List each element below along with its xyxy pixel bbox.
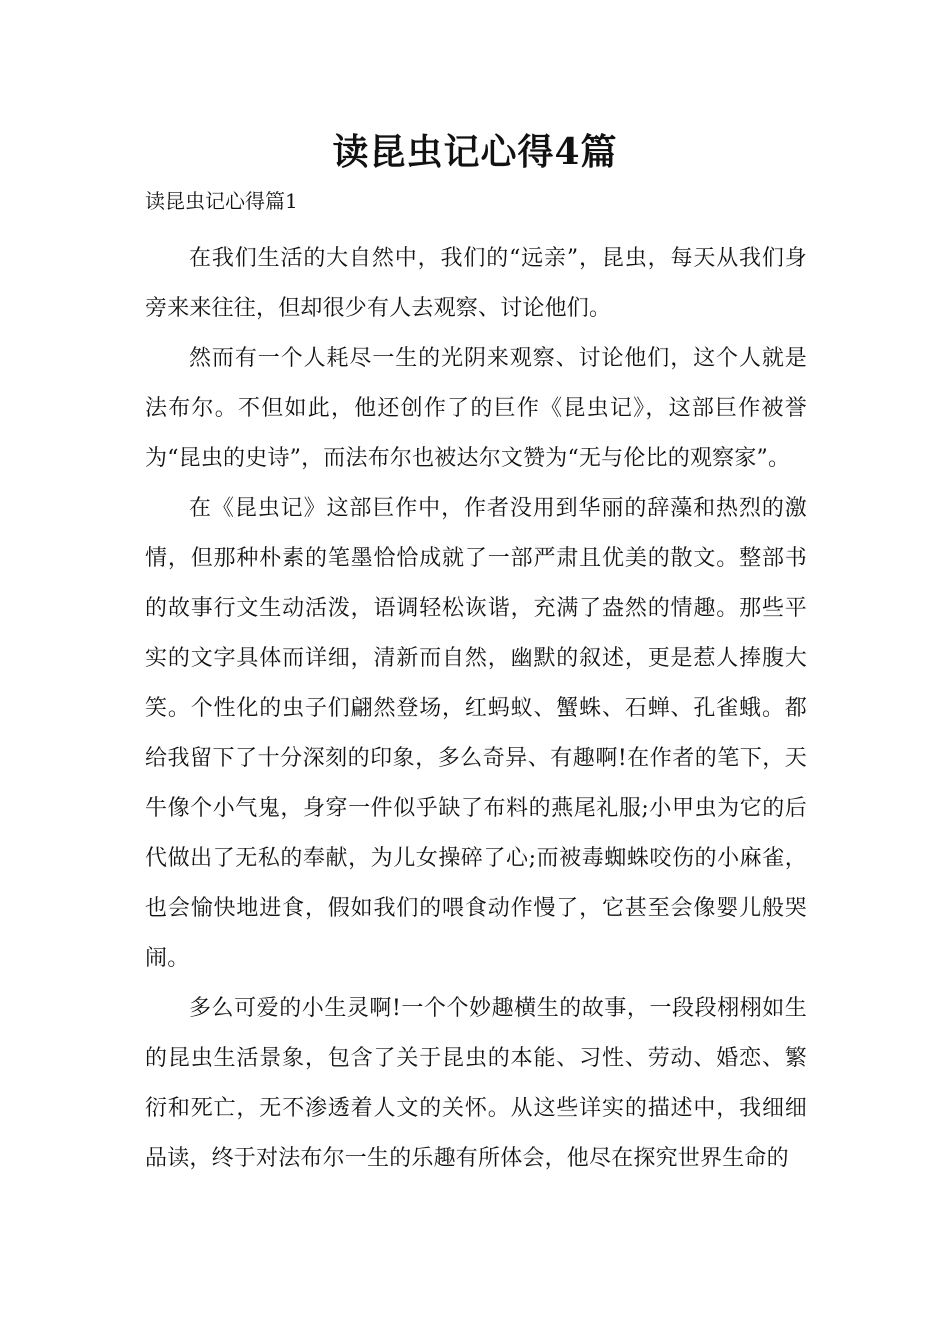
document-title: 读昆虫记心得4篇 — [332, 131, 618, 173]
paragraph-3: 在《昆虫记》这部巨作中，作者没用到华丽的辞藻和热烈的激情，但那种朴素的笔墨恰恰成就了一部严肃且优美的散文。整部书的故事行文生动活泼，语调轻松诙谐，充满了盎然的情趣。那些平实的文字具体而详细，清新而自然，幽默的叙述，更是惹人捧腹大笑。个性化的虫子们翩然登场，红蚂蚁、蟹蛛、石蝉、孔雀蛾。都给我留下了十分深刻的印象，多么奇异、有趣啊!在作者的笔下，天牛像个小气鬼，身穿一件似乎缺了布料的燕尾礼服;小甲虫为它的后代做出了无私的奉献，为儿女操碎了心;而被毒蜘蛛咬伤的小麻雀，也会愉快地进食，假如我们的喂食动作慢了，它甚至会像婴儿般哭闹。 — [145, 496, 807, 971]
section-heading: 读昆虫记心得篇1 — [145, 189, 298, 213]
paragraph-4: 多么可爱的小生灵啊!一个个妙趣横生的故事，一段段栩栩如生的昆虫生活景象，包含了关于昆虫的本能、习性、劳动、婚恋、繁衍和死亡，无不渗透着人文的关怀。从这些详实的描述中，我细细品读，终于对法布尔一生的乐趣有所体会，他尽在探究世界生命的 — [145, 996, 807, 1171]
paragraph-2: 然而有一个人耗尽一生的光阴来观察、讨论他们，这个人就是法布尔。不但如此，他还创作了的巨作《昆虫记》，这部巨作被誉为“昆虫的史诗”，而法布尔也被达尔文赞为“无与伦比的观察家”。 — [145, 346, 807, 471]
paragraph-1: 在我们生活的大自然中，我们的“远亲”，昆虫，每天从我们身旁来来往往，但却很少有人去观察、讨论他们。 — [145, 246, 807, 321]
document-body — [145, 234, 807, 1184]
